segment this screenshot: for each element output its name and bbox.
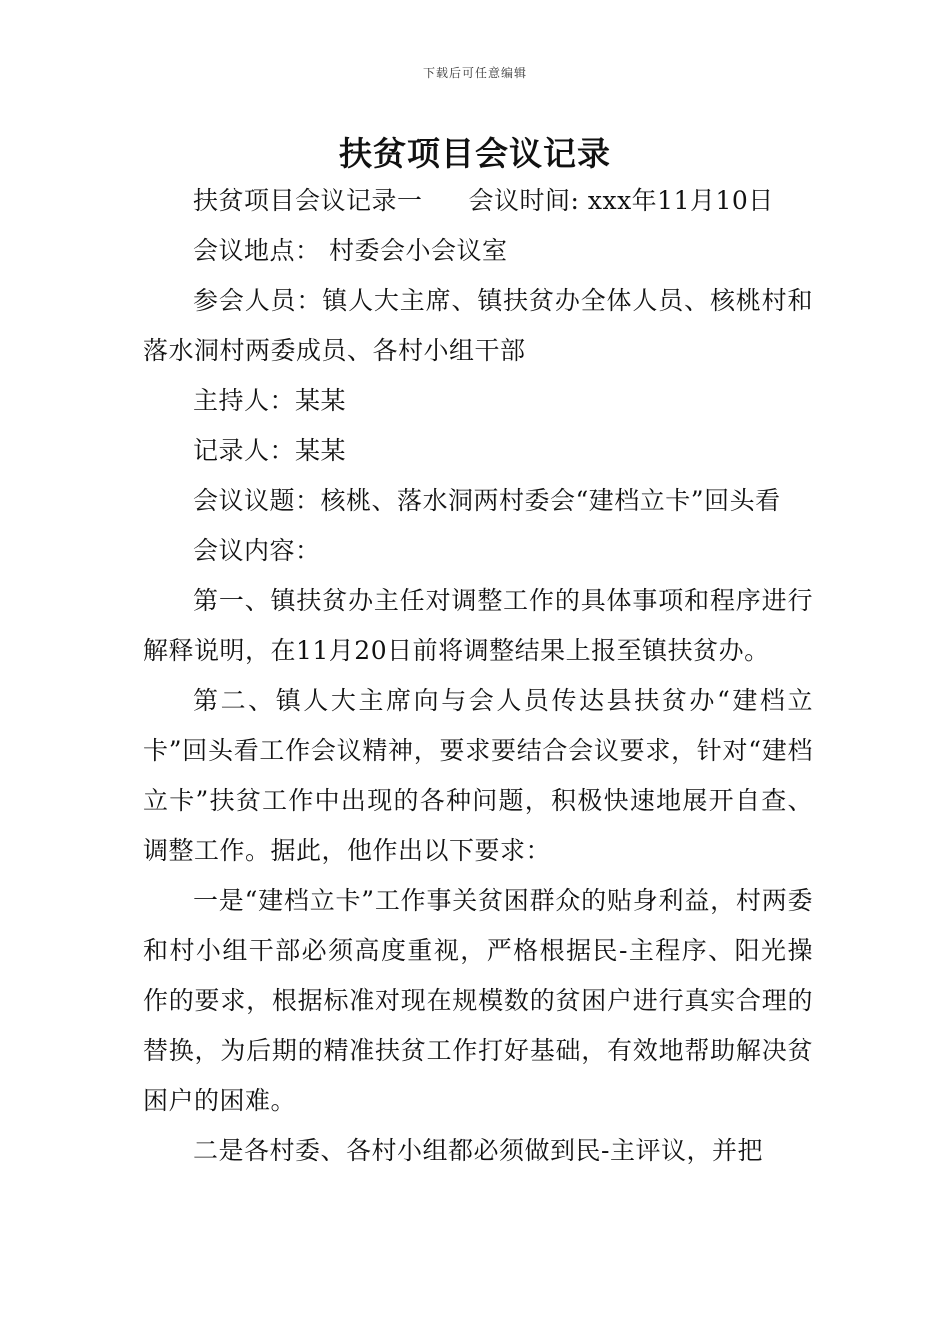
content-item-2: 第二、镇人大主席向与会人员传达县扶贫办“建档立卡”回头看工作会议精神，要求要结合会议要求，针对“建档立卡”扶贫工作中出现的各种问题，积极快速地展开自查、调整工作。据此，他作出以下要求：	[143, 686, 813, 865]
page-header-note: 下载后可任意编辑	[422, 66, 527, 80]
document-title: 扶贫项目会议记录	[339, 134, 611, 173]
meeting-attendees: 参会人员：镇人大主席、镇扶贫办全体人员、核桃村和落水洞村两委成员、各村小组干部	[143, 286, 813, 365]
requirement-2: 二是各村委、各村小组都必须做到民-主评议，并把	[193, 1136, 763, 1165]
meeting-record-line	[143, 176, 813, 226]
meeting-content-label: 会议内容：	[193, 536, 321, 565]
meeting-time: 会议时间: xxx年11月10日	[468, 186, 774, 215]
document-body	[143, 176, 813, 1176]
meeting-host: 主持人：某某	[193, 386, 347, 415]
record-number: 扶贫项目会议记录一	[193, 186, 423, 215]
meeting-location: 会议地点： 村委会小会议室	[193, 236, 508, 265]
meeting-recorder: 记录人：某某	[193, 436, 347, 465]
meeting-topic: 会议议题：核桃、落水洞两村委会“建档立卡”回头看	[193, 486, 781, 515]
requirement-1: 一是“建档立卡”工作事关贫困群众的贴身利益，村两委和村小组干部必须高度重视，严格根据民-主程序、阳光操作的要求，根据标准对现在规模数的贫困户进行真实合理的替换，为后期的精准扶贫工作打好基础，有效地帮助解决贫困户的困难。	[143, 886, 813, 1115]
content-item-1: 第一、镇扶贫办主任对调整工作的具体事项和程序进行解释说明，在11月20日前将调整结果上报至镇扶贫办。	[143, 586, 813, 665]
